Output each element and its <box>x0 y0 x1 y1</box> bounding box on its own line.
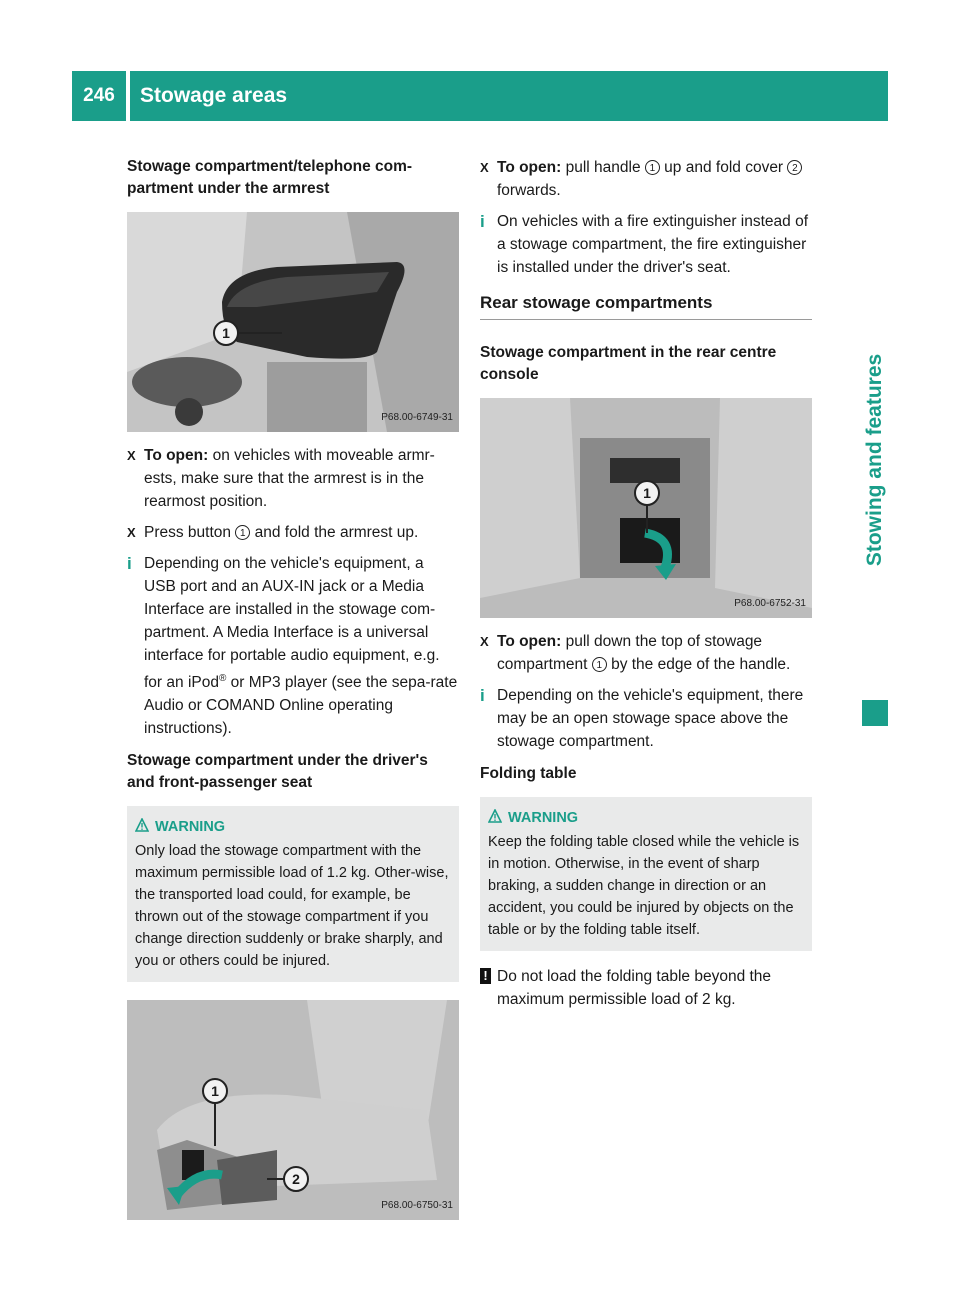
number-2-icon: 2 <box>787 160 802 175</box>
notice-folding-table <box>480 965 812 1011</box>
warning-title <box>135 816 451 838</box>
left-column <box>127 156 459 1232</box>
step-text: Press button <box>144 524 236 541</box>
step-text: on vehicles with moveable armr-ests, make sure that the armrest is in the rearmost position. <box>144 447 435 510</box>
section-heading-armrest: Stowage compartment/telephone com-partment under the armrest <box>127 158 413 197</box>
warning-text: Keep the folding table closed while the vehicle is in motion. Otherwise, in the event of sharp braking, a sudden change in direction or an accident, you could be injured by objects on the table or by the folding table itself. <box>488 834 800 938</box>
info-icon: i <box>127 554 132 573</box>
right-column <box>480 156 812 1021</box>
page-title: Stowage areas <box>140 84 288 107</box>
header-divider <box>126 71 130 121</box>
step-label: To open: <box>497 159 562 176</box>
step-text: by the edge of the handle. <box>606 656 791 673</box>
warning-box-seat <box>127 806 459 982</box>
section-heading-folding-table: Folding table <box>480 765 577 782</box>
callout-leader <box>646 503 648 533</box>
section-heading-rear-console: Stowage compartment in the rear centre console <box>480 344 777 383</box>
warning-title-text: WARNING <box>508 810 579 826</box>
step-open-rear-compartment <box>480 630 812 676</box>
info-text: On vehicles with a fire extinguisher instead of a stowage compartment, the fire extinguisher is installed under the driver's seat. <box>497 213 809 276</box>
step-text: pull handle <box>561 159 645 176</box>
info-text: or MP3 player (see the sepa-rate Audio or COMAND Online operating instructions). <box>144 674 458 737</box>
callout-2: 2 <box>283 1166 309 1192</box>
photo-reference: P68.00-6752-31 <box>734 598 806 609</box>
step-label: To open: <box>144 447 209 464</box>
info-icon: i <box>480 212 485 231</box>
info-note-open-space <box>480 684 812 753</box>
step-label: To open: <box>497 633 562 650</box>
photo-reference: P68.00-6750-31 <box>381 1200 453 1211</box>
step-text: forwards. <box>497 182 561 199</box>
callout-leader <box>214 1098 216 1146</box>
armrest-photo <box>127 212 459 432</box>
step-open-armrest <box>127 444 459 513</box>
registered-mark: ® <box>218 673 227 684</box>
info-text: Depending on the vehicle's equipment, there may be an open stowage space above the stowage compartment. <box>497 687 804 750</box>
callout-1: 1 <box>202 1078 228 1104</box>
side-tab-label: Stowing and features <box>863 353 886 567</box>
step-text: and fold the armrest up. <box>250 524 419 541</box>
exclamation-icon: ! <box>480 968 491 984</box>
warning-triangle-icon <box>488 809 502 823</box>
warning-box-table <box>480 797 812 951</box>
step-arrow-icon: X <box>127 525 136 540</box>
step-text: up and fold cover <box>659 159 788 176</box>
number-1-icon: 1 <box>592 657 607 672</box>
number-1-icon: 1 <box>645 160 660 175</box>
callout-1: 1 <box>213 320 239 346</box>
step-arrow-icon: X <box>480 634 489 649</box>
warning-triangle-icon <box>135 818 149 832</box>
callout-1: 1 <box>634 480 660 506</box>
notice-text: Do not load the folding table beyond the maximum permissible load of 2 kg. <box>497 968 772 1008</box>
section-heading-seat: Stowage compartment under the driver's and front-passenger seat <box>127 752 428 791</box>
photo-reference: P68.00-6749-31 <box>381 412 453 423</box>
info-text: Depending on the vehicle's equipment, a USB port and an AUX-IN jack or a Media Interface are installed in the stowage com-partment. A Media Interface is a universal interface for portable audio equipment, e.g. for an iPod <box>144 555 440 691</box>
step-arrow-icon: X <box>127 448 136 463</box>
info-note-usb <box>127 552 459 740</box>
armrest-illustration <box>127 212 459 432</box>
warning-text: Only load the stowage compartment with the maximum permissible load of 1.2 kg. Other-wise, the transported load could, for example, be thrown out of the stowage compartment if you change direction suddenly or brake sharply, and you or others could be injured. <box>135 843 449 969</box>
number-1-icon: 1 <box>235 525 250 540</box>
step-arrow-icon: X <box>480 160 489 175</box>
step-open-seat-compartment <box>480 156 812 202</box>
step-text: pull down the top of stowage compartment <box>497 633 763 673</box>
info-icon: i <box>480 686 485 705</box>
page-number: 246 <box>83 85 115 106</box>
side-tab-marker <box>862 700 888 726</box>
section-heading-rear: Rear stowage compartments <box>480 291 812 320</box>
warning-title <box>488 807 804 829</box>
warning-title-text: WARNING <box>155 819 226 835</box>
step-press-button <box>127 521 459 544</box>
rear-console-photo <box>480 398 812 618</box>
seat-photo <box>127 1000 459 1220</box>
info-note-extinguisher <box>480 210 812 279</box>
